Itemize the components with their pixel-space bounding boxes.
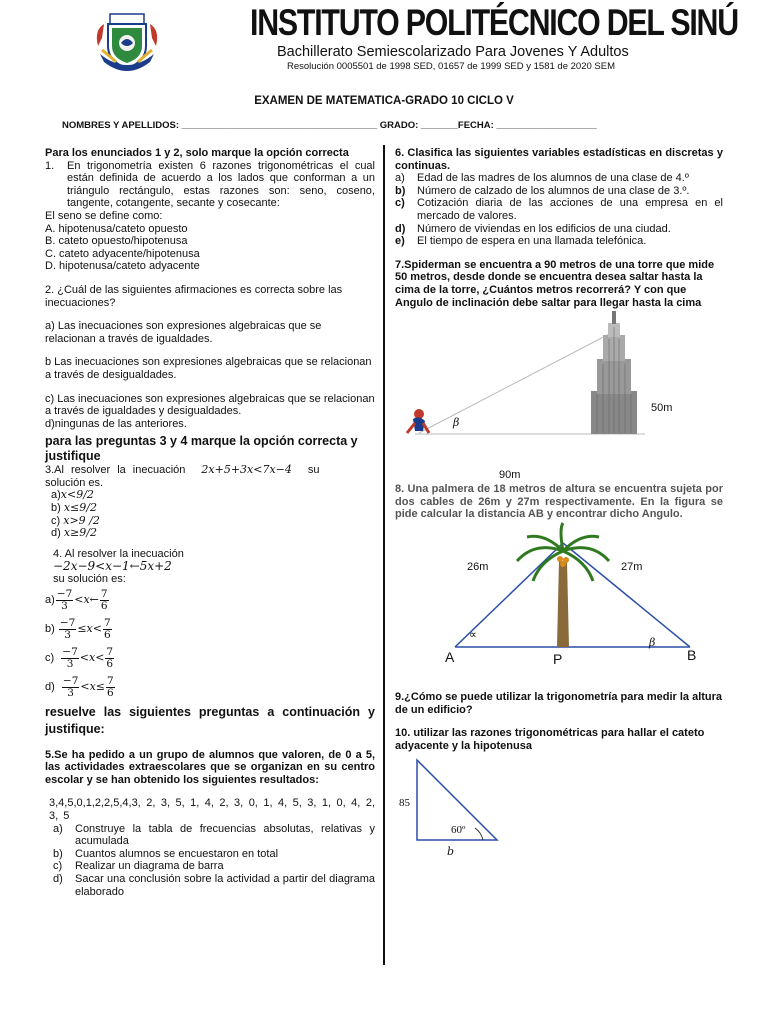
question-3-text: 3.Al resolver la inecuación [45,464,186,477]
distance-label: 90m [499,469,521,482]
right-column [395,147,723,862]
spiderman-icon [407,409,429,433]
section-instruction-3: resuelve las siguientes preguntas a continuación y justifique: [45,704,375,736]
q5-data: 3,4,5,0,1,2,2,5,4,3, 2, 3, 5, 1, 4, 2, 3, 0, 1, 4, 5, 3, 1, 0, 4, 2, 3, 5 [49,797,375,822]
right-cable-label: 27m [621,560,643,573]
question-7-text: 7.Spiderman se encuentra a 90 metros de una torre que mide 50 metros, desde donde se encuentra desea saltar hasta la cima de la torre, ¿Cuántos metros recorrerá? Y con que Angulo de inclinación debe saltar para llegar hasta la cima [395,258,715,309]
section-instruction-2: para las preguntas 3 y 4 marque la opción correcta y justifique [45,434,358,464]
point-p-label: P [553,650,563,667]
q1-option-a: A. hipotenusa/cateto opuesto [45,222,188,235]
resolution-line: Resolución 0005501 de 1998 SED, 01657 de 1999 SED y 1581 de 2020 SEM [287,61,615,72]
figure-spiderman-tower [395,309,723,482]
section-instruction-1: Para los enunciados 1 y 2, solo marque la opción correcta [45,147,349,159]
base-b-label: b [447,845,455,859]
institution-subtitle: Bachillerato Semiescolarizado Para Jovenes Y Adultos [277,44,629,60]
q5-item-c: c) Realizar un diagrama de barra [53,860,224,873]
q6-item-c: c) Cotización diaria de las acciones de una empresa en el mercado de valores. [395,197,723,222]
question-3-text-end: su [307,464,320,477]
question-9-text: 9.¿Cómo se puede utilizar la trigonometría para medir la altura de un edificio? [395,690,723,716]
q1-option-d: D. hipotenusa/cateto adyacente [45,260,200,273]
question-number: 1. [45,159,55,172]
point-a-label: A [445,648,455,665]
point-b-label: B [687,646,697,663]
question-10-text: 10. utilizar las razones trigonométricas para hallar el cateto adyacente y la hipotenusa [395,727,705,752]
question-1-text: En trigonometría existen 6 razones trigonométricas el cual están definida de acuerdo a los lados que conforman a un triángulo rectángulo, estas razones son: seno, coseno, tangente, cotangente, secante y cosecante: [67,159,375,210]
q6-item-b: b) Número de calzado de los alumnos de una clase de 3.º. [395,184,690,197]
q6-item-a: a) Edad de las madres de los alumnos de una clase de 4.º [395,172,689,185]
question-3-text-2: solución es. [45,476,104,489]
figure-right-triangle [395,752,723,862]
q3-option-a: a)x<9/2 [51,488,94,502]
q1-option-b: B. cateto opuesto/hipotenusa [45,235,188,248]
exam-title: EXAMEN DE MATEMATICA-GRADO 10 CICLO V [254,95,514,107]
q2-option-c: c) Las inecuaciones son expresiones algebraicas que se relacionan a través de igualdades y desigualdades. [45,392,375,418]
question-8-text: 8. Una palmera de 18 metros de altura se encuentra sujeta por dos cables de 26m y 27m respectivamente. En la figura se pide calcular la distancia AB y encontrar dicho Angulo. [395,483,723,521]
q3-option-d: d) x≥9/2 [51,526,97,540]
q4-option-b: b) $\frac{-7}{3}$ ≤x< $\frac{7}{6}$ [45,616,111,641]
column-divider [383,145,385,965]
q3-option-b: b) x≤9/2 [51,501,97,515]
palm-tree-icon [517,523,609,647]
angle-beta-label: β [453,416,460,430]
institution-title: INSTITUTO POLITÉCNICO DEL SINÚ [250,2,738,43]
q4-options [45,586,375,702]
beta-label: β [649,635,656,649]
q5-item-b: b) Cuantos alumnos se encuestaron en total [53,847,279,860]
question-1 [45,160,375,210]
question-4-text: 4. Al resolver la inecuación [53,547,184,560]
question-4-stem: su solución es: [53,573,126,586]
angle-60-label: 60º [451,824,466,837]
school-logo [92,10,162,76]
question-2-text: 2. ¿Cuál de las siguientes afirmaciones es correcta sobre las inecuaciones? [45,283,343,309]
q2-option-b: b Las inecuaciones son expresiones algebraicas que se relacionan a través de desigualdades. [45,356,372,381]
side-85-label: 85 [399,797,410,810]
q5-item-d: d) Sacar una conclusión sobre la actividad a partir del diagrama elaborado [53,872,375,898]
q3-option-c: c) x>9 /2 [51,513,100,527]
alpha-label: ∝ [469,628,477,641]
q4-option-d: d) $\frac{-7}{3}$ <x≤ $\frac{7}{6}$ [45,674,114,699]
q4-inequality: −2x−9<x−1←5x+2 [53,559,172,574]
student-info-line: NOMBRES Y APELLIDOS: _____________________________________ GRADO: _______FECHA: ___________________ [62,120,597,131]
figure-palm-tree [395,521,723,671]
q4-option-a: a) $\frac{-7}{3}$ <x← $\frac{7}{6}$ [45,587,108,612]
question-5-text: 5.Se ha pedido a un grupo de alumnos que valoren, de 0 a 5, las actividades extraescolares que se organizan en su centro escolar y se han obtenido los siguientes resultados: [45,748,375,786]
q4-option-c: c) $\frac{-7}{3}$ <x< $\frac{7}{6}$ [45,645,114,670]
question-1-stem: El seno se define como: [45,209,163,222]
question-6-text: 6. Clasifica las siguientes variables estadísticas en discretas y continuas. [395,147,723,172]
q2-option-a: a) Las inecuaciones son expresiones algebraicas que se relacionan a través de igualdades. [45,320,322,345]
left-column [45,147,375,898]
question-3 [45,464,375,477]
q2-option-d: d)ningunas de las anteriores. [45,417,187,430]
q6-item-d: d) Número de viviendas en los edificios de una ciudad. [395,222,671,235]
q6-item-e: e) El tiempo de espera en una llamada telefónica. [395,235,647,248]
tower-icon [591,311,637,434]
q1-option-c: C. cateto adyacente/hipotenusa [45,247,200,260]
tower-height-label: 50m [651,402,673,415]
q5-item-a: a) Construye la tabla de frecuencias absolutas, relativas y acumulada [53,822,375,848]
q3-inequality: 2x+5+3x<7x−4 [201,463,292,477]
left-cable-label: 26m [467,560,489,573]
